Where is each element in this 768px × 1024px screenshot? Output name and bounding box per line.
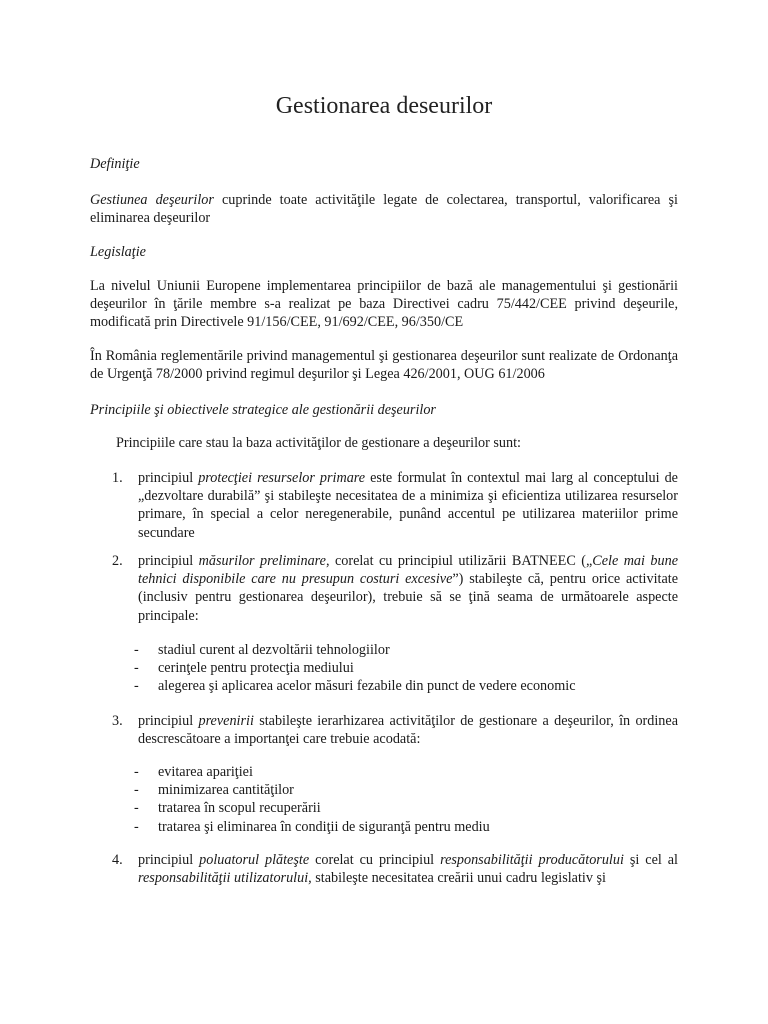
definitie-text: cuprinde toate activităţile legate de colectarea, transportul, valorificarea şi eliminarea deşeurilor	[90, 192, 678, 227]
item-rest: stabileşte ierarhizarea activităţilor de gestionare a deşeurilor, în ordinea descrescătoare a importanţei care trebuie acodată:	[138, 713, 678, 748]
bullet-text: tratarea în scopul recuperării	[158, 800, 321, 817]
list-item-number: 2.	[112, 553, 123, 569]
item-mid-2: şi cel al	[623, 852, 678, 868]
item-lead: principiul	[138, 470, 199, 486]
heading-legislatie: Legislaţie	[90, 244, 146, 260]
dash-icon: -	[134, 764, 139, 780]
list-item-number: 4.	[112, 852, 123, 868]
item-term: măsurilor preliminare	[198, 553, 326, 569]
item-rest: stabileşte necesitatea creării unui cadru legislativ şi	[311, 870, 606, 887]
list-item-2	[112, 552, 678, 625]
bullet-item	[134, 818, 674, 836]
item-term: prevenirii	[198, 713, 254, 729]
list-item-3	[112, 712, 678, 748]
item-term-2: responsabilităţii producătorului	[440, 852, 624, 868]
bullet-text: evitarea apariţiei	[158, 764, 253, 780]
item-term-2: Cele mai bune tehnici disponibile care nu presupun costuri excesive	[138, 553, 678, 588]
bullet-item	[134, 677, 674, 695]
item-rest: ”) stabileşte că, pentru orice activitate (inclusiv pentru gestionarea deşeurilor), trebuie să se ţină seama de următoarele aspecte principale:	[138, 571, 679, 624]
dash-icon: -	[134, 800, 139, 817]
item-lead: principiul	[138, 713, 199, 729]
list-item-text	[138, 851, 678, 887]
bullet-item	[134, 763, 674, 781]
list-item-number: 1.	[112, 470, 123, 486]
dash-icon: -	[134, 818, 139, 835]
dash-icon: -	[134, 782, 139, 799]
dash-icon: -	[134, 678, 139, 695]
bullet-text: cerinţele pentru protecţia mediului	[158, 660, 354, 677]
item-lead: principiul	[138, 852, 200, 868]
bullet-text: alegerea şi aplicarea acelor măsuri fezabile din punct de vedere economic	[158, 678, 576, 695]
item-term: protecţiei resurselor primare	[198, 470, 366, 486]
definitie-term: Gestiunea deşeurilor	[90, 192, 214, 208]
paragraph-legislatie-ro: În România reglementările privind managementul şi gestionarea deşeurilor sunt realizate de Ordonanţa de Urgenţă 78/2000 privind regimul deşurilor şi Legea 426/2001, OUG 61/2006	[90, 348, 678, 383]
paragraph-definitie	[90, 191, 678, 227]
list-item-text	[138, 469, 678, 542]
bullet-item	[134, 659, 674, 677]
item-mid: , corelat cu principiul utilizării BATNEEC („	[325, 553, 593, 569]
bullet-list-2	[134, 641, 674, 696]
dash-icon: -	[134, 660, 139, 677]
page-title: Gestionarea deseurilor	[275, 93, 493, 119]
bullet-item	[134, 781, 674, 799]
list-item-text	[138, 552, 678, 625]
paragraph-legislatie-eu: La nivelul Uniunii Europene implementarea principiilor de bază ale managementului şi gestionării deşeurilor în ţările membre s-a realizat pe baza Directivei cadru 75/442/CEE privind deşeurile, modificată prin Directivele 91/156/CEE, 91/692/CEE, 96/350/CE	[90, 278, 678, 331]
item-term: poluatorul plăteşte	[199, 852, 310, 868]
bullet-list-3	[134, 763, 674, 836]
item-term-3: responsabilităţii utilizatorului,	[138, 870, 312, 887]
item-rest: este formulat în contextul mai larg al conceptului de „dezvoltare durabilă” şi stabileşte necesitatea de a minimiza şi eficientiza utilizarea resurselor primare, în special a celor neregenerabile, punând accentul pe utilizarea materiilor prime secundare	[138, 470, 678, 541]
bullet-text: minimizarea cantităţilor	[158, 782, 294, 799]
bullet-item	[134, 641, 674, 659]
bullet-item	[134, 799, 674, 817]
list-item-4	[112, 851, 678, 887]
item-mid: corelat cu principiul	[309, 852, 441, 868]
bullet-text: stadiul curent al dezvoltării tehnologiilor	[158, 642, 390, 658]
principii-intro: Principiile care stau la baza activităţilor de gestionare a deşeurilor sunt:	[116, 435, 521, 451]
list-item-1	[112, 469, 678, 542]
dash-icon: -	[134, 642, 139, 658]
item-lead: principiul	[138, 553, 199, 569]
list-item-number: 3.	[112, 713, 123, 729]
list-item-text	[138, 712, 678, 748]
heading-principii: Principiile şi obiectivele strategice ale gestionării deşeurilor	[90, 402, 436, 418]
bullet-text: tratarea şi eliminarea în condiţii de siguranţă pentru mediu	[158, 818, 490, 835]
heading-definitie: Definiţie	[90, 156, 140, 172]
